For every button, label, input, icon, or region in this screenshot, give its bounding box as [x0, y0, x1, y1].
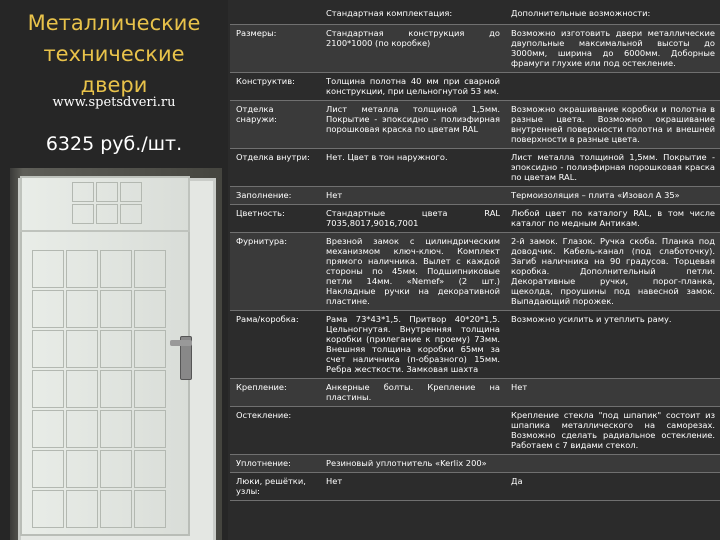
header-key-cell — [230, 0, 320, 24]
door-panel — [134, 250, 166, 288]
row-key: Цветность: — [230, 204, 320, 232]
row-key: Крепление: — [230, 378, 320, 406]
door-panel — [32, 290, 64, 328]
row-extra: Возможно изготовить двери металлические двупольные максимальной высоты до 3000мм, ширина до 6000мм. Доборные фрамуги глухие или под остекление. — [505, 24, 720, 72]
door-panel — [32, 330, 64, 368]
row-extra: Крепление стекла "под шпапик" состоит из шпапика металлического на саморезах. Возможно сделать радиальное остекление. Работаем с 7 видами стекол. — [505, 406, 720, 454]
row-key: Уплотнение: — [230, 454, 320, 472]
row-standard: Анкерные болты. Крепление на пластины. — [320, 378, 505, 406]
row-extra: Возможно окрашивание коробки и полотна в разные цвета. Возможно окрашивание внутренней поверхности полотна и внешней поверхности в разные цвета. — [505, 100, 720, 148]
table-row — [230, 310, 720, 378]
door-panel — [66, 490, 98, 528]
row-extra: Лист металла толщиной 1,5мм. Покрытие - эпоксидно - полиэфирная порошковая краска по цветам RAL. — [505, 148, 720, 186]
title-line-1: Металлические — [27, 11, 201, 35]
door-panel — [66, 450, 98, 488]
door-panel — [72, 182, 94, 202]
row-standard: Врезной замок с цилиндрическим механизмом ключ-ключ. Комплект прямого наличника. Вылет с каждой стороны по 45мм. Подшипниковые петли 14мм. «Nemef» (2 шт.) Накладные ручки на декоративной пластине. — [320, 232, 505, 310]
row-extra — [505, 454, 720, 472]
row-extra: Нет — [505, 378, 720, 406]
row-key: Отделка внутри: — [230, 148, 320, 186]
door-panel — [134, 370, 166, 408]
table-row — [230, 472, 720, 500]
row-extra: Да — [505, 472, 720, 500]
table-row — [230, 72, 720, 100]
table-row — [230, 24, 720, 72]
row-standard: Нет. Цвет в тон наружного. — [320, 148, 505, 186]
header-extra: Дополнительные возможности: — [505, 0, 720, 24]
row-standard: Стандартная конструкция до 2100*1000 (по коробке) — [320, 24, 505, 72]
door-panel — [100, 370, 132, 408]
row-extra: Возможно усилить и утеплить раму. — [505, 310, 720, 378]
spec-rows — [230, 24, 720, 500]
door-panel — [100, 330, 132, 368]
door-panel — [66, 410, 98, 448]
row-key: Конструктив: — [230, 72, 320, 100]
door-panel — [134, 290, 166, 328]
door-panel — [100, 490, 132, 528]
row-standard: Нет — [320, 186, 505, 204]
door-panel — [66, 250, 98, 288]
door-panel — [120, 182, 142, 202]
spec-table-header — [230, 0, 720, 24]
table-row — [230, 186, 720, 204]
title-line-3: двери — [80, 73, 148, 97]
row-extra: Термоизоляция – плита «Изовол А 35» — [505, 186, 720, 204]
door-panel — [32, 410, 64, 448]
row-standard: Нет — [320, 472, 505, 500]
row-standard — [320, 406, 505, 454]
door-panel — [32, 370, 64, 408]
product-title — [0, 8, 228, 101]
row-key: Отделка снаружи: — [230, 100, 320, 148]
table-row — [230, 148, 720, 186]
door-panel — [72, 204, 94, 224]
door-panel — [134, 490, 166, 528]
row-key: Рама/коробка: — [230, 310, 320, 378]
table-row — [230, 232, 720, 310]
door-panel — [32, 450, 64, 488]
door-panel — [100, 250, 132, 288]
left-panel — [0, 0, 228, 540]
door-panel — [100, 450, 132, 488]
row-standard: Толщина полотна 40 мм при сварной конструкции, при цельногнутой 53 мм. — [320, 72, 505, 100]
row-key: Люки, решётки, узлы: — [230, 472, 320, 500]
door-panel — [134, 450, 166, 488]
door-panel — [32, 250, 64, 288]
row-extra: Любой цвет по каталогу RAL, в том числе каталог по медным Антикам. — [505, 204, 720, 232]
door-panel — [134, 410, 166, 448]
header-standard: Стандартная комплектация: — [320, 0, 505, 24]
title-line-2: технические — [43, 42, 185, 66]
table-row — [230, 406, 720, 454]
door-panel — [100, 290, 132, 328]
price-label: 6325 руб./шт. — [45, 133, 183, 155]
row-key: Размеры: — [230, 24, 320, 72]
row-extra — [505, 72, 720, 100]
door-panel — [32, 490, 64, 528]
door-panel — [100, 410, 132, 448]
spec-table — [230, 0, 720, 501]
door-panel — [120, 204, 142, 224]
table-row — [230, 204, 720, 232]
door-panel — [66, 370, 98, 408]
row-standard: Резиновый уплотнитель «Kerlix 200» — [320, 454, 505, 472]
metal-door-photo — [10, 168, 222, 540]
row-key: Фурнитура: — [230, 232, 320, 310]
door-panel — [66, 290, 98, 328]
row-key: Остекление: — [230, 406, 320, 454]
table-row — [230, 378, 720, 406]
website-link[interactable]: www.spetsdveri.ru — [52, 95, 176, 110]
row-standard: Рама 73*43*1,5. Притвор 40*20*1,5. Цельногнутая. Внутренняя толщина коробки (прилегание к проему) 73мм. Внешняя толщина коробки 65мм за счет наличника (п-образного) 15мм. Ребра жесткости. Замковая шахта — [320, 310, 505, 378]
table-row — [230, 100, 720, 148]
door-lever-icon — [170, 340, 192, 346]
door-panel — [66, 330, 98, 368]
row-key: Заполнение: — [230, 186, 320, 204]
table-row — [230, 454, 720, 472]
row-standard: Лист металла толщиной 1,5мм. Покрытие - эпоксидно - полиэфирная порошковая краска по цветам RAL — [320, 100, 505, 148]
door-panel — [96, 182, 118, 202]
row-standard: Стандартные цвета RAL 7035,8017,9016,7001 — [320, 204, 505, 232]
row-extra: 2-й замок. Глазок. Ручка скоба. Планка под доводчик. Кабель-канал (под слаботочку). Загиб наличника на 90 градусов. Торцевая коробка. Дополнительный петли. Декоративные ручки, порог-планка, щеколда, проушины под навесной замок. Выпадающий порожек. — [505, 232, 720, 310]
door-panel — [96, 204, 118, 224]
door-panel — [134, 330, 166, 368]
